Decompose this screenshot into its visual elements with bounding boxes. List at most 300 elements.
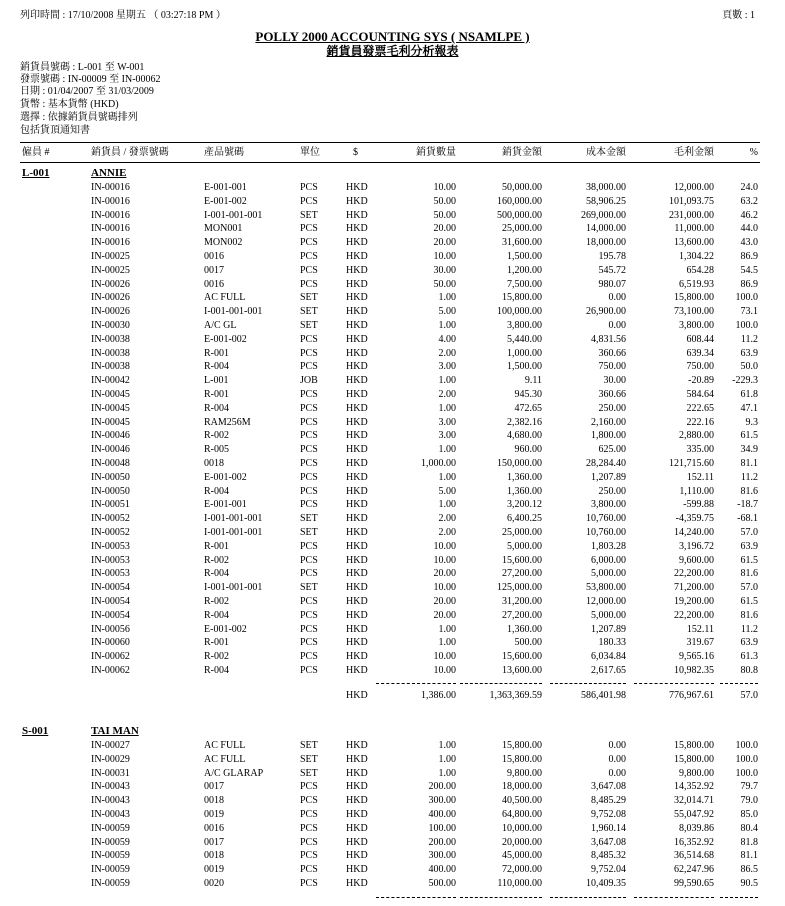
cell-cost-amount: 180.33 bbox=[598, 637, 626, 648]
cell-invoice: IN-00053 bbox=[91, 555, 130, 566]
cell-percent: 47.1 bbox=[740, 403, 758, 414]
cell-percent: 43.0 bbox=[740, 237, 758, 248]
cell-product: 0020 bbox=[204, 878, 224, 889]
cell-unit: SET bbox=[300, 292, 318, 303]
cell-currency: HKD bbox=[346, 596, 368, 607]
cell-sales-amount: 10,000.00 bbox=[502, 823, 542, 834]
page-number: 頁數 : 1 bbox=[722, 10, 755, 21]
cell-gross-profit: 22,200.00 bbox=[674, 568, 714, 579]
cell-unit: PCS bbox=[300, 637, 318, 648]
cell-unit: PCS bbox=[300, 795, 318, 806]
cell-cost-amount: 1,800.00 bbox=[591, 430, 626, 441]
cell-percent: 24.0 bbox=[740, 182, 758, 193]
cell-cost-amount: 360.66 bbox=[598, 389, 626, 400]
cell-percent: 11.2 bbox=[740, 624, 758, 635]
cell-percent: 86.9 bbox=[740, 279, 758, 290]
cell-invoice: IN-00038 bbox=[91, 361, 130, 372]
cell-cost-amount: 250.00 bbox=[598, 403, 626, 414]
cell-cost-amount: 5,000.00 bbox=[591, 568, 626, 579]
cell-unit: PCS bbox=[300, 361, 318, 372]
cell-quantity: 2.00 bbox=[438, 527, 456, 538]
cell-unit: PCS bbox=[300, 864, 318, 875]
cell-cost-amount: 0.00 bbox=[608, 754, 626, 765]
cell-sales-amount: 15,800.00 bbox=[502, 740, 542, 751]
cell-invoice: IN-00054 bbox=[91, 610, 130, 621]
cell-product: AC FULL bbox=[204, 754, 246, 765]
cell-cost-amount: 8,485.32 bbox=[591, 850, 626, 861]
cell-unit: PCS bbox=[300, 389, 318, 400]
cell-quantity: 10.00 bbox=[433, 582, 456, 593]
cell-currency: HKD bbox=[346, 665, 368, 676]
cell-unit: PCS bbox=[300, 555, 318, 566]
cell-product: 0019 bbox=[204, 809, 224, 820]
cell-cost-amount: 0.00 bbox=[608, 740, 626, 751]
cell-gross-profit: 71,200.00 bbox=[674, 582, 714, 593]
cell-unit: PCS bbox=[300, 624, 318, 635]
cell-quantity: 1,000.00 bbox=[421, 458, 456, 469]
cell-sales-amount: 40,500.00 bbox=[502, 795, 542, 806]
cell-gross-profit: 73,100.00 bbox=[674, 306, 714, 317]
cell-percent: 100.0 bbox=[735, 754, 758, 765]
cell-percent: 63.9 bbox=[740, 541, 758, 552]
cell-percent: 100.0 bbox=[735, 740, 758, 751]
cell-invoice: IN-00045 bbox=[91, 403, 130, 414]
cell-gross-profit: 14,352.92 bbox=[674, 781, 714, 792]
cell-quantity: 20.00 bbox=[433, 596, 456, 607]
cell-percent: 81.6 bbox=[740, 610, 758, 621]
cell-product: R-005 bbox=[204, 444, 229, 455]
cell-invoice: IN-00059 bbox=[91, 878, 130, 889]
cell-gross-profit: 15,800.00 bbox=[674, 292, 714, 303]
cell-unit: PCS bbox=[300, 403, 318, 414]
cell-quantity: 5.00 bbox=[438, 486, 456, 497]
cell-currency: HKD bbox=[346, 251, 368, 262]
cell-cost-amount: 3,647.08 bbox=[591, 781, 626, 792]
cell-sales-amount: 5,000.00 bbox=[507, 541, 542, 552]
cell-cost-amount: 38,000.00 bbox=[586, 182, 626, 193]
cell-percent: 46.2 bbox=[740, 210, 758, 221]
cell-sales-amount: 72,000.00 bbox=[502, 864, 542, 875]
cell-quantity: 4.00 bbox=[438, 334, 456, 345]
col-sales-amount: 銷貨金額 bbox=[502, 147, 542, 158]
cell-invoice: IN-00053 bbox=[91, 568, 130, 579]
cell-quantity: 5.00 bbox=[438, 306, 456, 317]
col-unit: 單位 bbox=[300, 147, 320, 158]
cell-percent: 81.6 bbox=[740, 568, 758, 579]
cell-percent: 11.2 bbox=[740, 334, 758, 345]
criteria-currency: 貨幣 : 基本貨幣 (HKD) bbox=[20, 99, 119, 110]
cell-currency: HKD bbox=[346, 850, 368, 861]
cell-quantity: 1.00 bbox=[438, 320, 456, 331]
cell-sales-amount: 160,000.00 bbox=[497, 196, 542, 207]
cell-unit: SET bbox=[300, 210, 318, 221]
cell-quantity: 50.00 bbox=[433, 196, 456, 207]
cell-gross-profit: 121,715.60 bbox=[669, 458, 714, 469]
cell-percent: 81.1 bbox=[740, 850, 758, 861]
cell-invoice: IN-00054 bbox=[91, 596, 130, 607]
cell-gross-profit: 11,000.00 bbox=[674, 223, 714, 234]
cell-percent: 54.5 bbox=[740, 265, 758, 276]
cell-currency: HKD bbox=[346, 527, 368, 538]
cell-cost-amount: 1,960.14 bbox=[591, 823, 626, 834]
cell-invoice: IN-00054 bbox=[91, 582, 130, 593]
cell-sales-amount: 3,800.00 bbox=[507, 320, 542, 331]
cell-cost-amount: 30.00 bbox=[603, 375, 626, 386]
cell-quantity: 1.00 bbox=[438, 740, 456, 751]
cell-currency: HKD bbox=[346, 637, 368, 648]
criteria-invoice: 發票號碼 : IN-00009 至 IN-00062 bbox=[20, 74, 161, 85]
cell-percent: 61.5 bbox=[740, 596, 758, 607]
criteria-sort: 選擇 : 依據銷貨員號碼排列 bbox=[20, 112, 138, 123]
total-quantity: 1,386.00 bbox=[421, 690, 456, 701]
cell-sales-amount: 1,360.00 bbox=[507, 486, 542, 497]
cell-unit: PCS bbox=[300, 196, 318, 207]
cell-gross-profit: -599.88 bbox=[683, 499, 714, 510]
cell-product: 0016 bbox=[204, 823, 224, 834]
cell-cost-amount: 1,803.28 bbox=[591, 541, 626, 552]
cell-gross-profit: -20.89 bbox=[688, 375, 714, 386]
cell-sales-amount: 945.30 bbox=[514, 389, 542, 400]
col-invoice: 銷貨員 / 發票號碼 bbox=[91, 147, 169, 158]
cell-unit: PCS bbox=[300, 610, 318, 621]
cell-product: R-004 bbox=[204, 568, 229, 579]
total-sales-amount: 1,363,369.59 bbox=[489, 690, 542, 701]
cell-gross-profit: 19,200.00 bbox=[674, 596, 714, 607]
subtotal-rule bbox=[550, 897, 626, 898]
cell-gross-profit: 15,800.00 bbox=[674, 740, 714, 751]
cell-product: R-001 bbox=[204, 637, 229, 648]
cell-product: I-001-001-001 bbox=[204, 582, 263, 593]
subtotal-rule bbox=[634, 683, 714, 684]
cell-quantity: 1.00 bbox=[438, 444, 456, 455]
cell-sales-amount: 7,500.00 bbox=[507, 279, 542, 290]
cell-invoice: IN-00048 bbox=[91, 458, 130, 469]
cell-cost-amount: 3,800.00 bbox=[591, 499, 626, 510]
cell-product: 0018 bbox=[204, 850, 224, 861]
cell-invoice: IN-00026 bbox=[91, 306, 130, 317]
cell-gross-profit: 14,240.00 bbox=[674, 527, 714, 538]
cell-unit: PCS bbox=[300, 568, 318, 579]
cell-sales-amount: 1,500.00 bbox=[507, 361, 542, 372]
cell-currency: HKD bbox=[346, 781, 368, 792]
cell-currency: HKD bbox=[346, 472, 368, 483]
cell-invoice: IN-00045 bbox=[91, 389, 130, 400]
cell-unit: PCS bbox=[300, 279, 318, 290]
header-rule-bottom bbox=[20, 162, 760, 163]
subtotal-rule bbox=[720, 897, 758, 898]
cell-cost-amount: 2,160.00 bbox=[591, 417, 626, 428]
cell-gross-profit: 6,519.93 bbox=[679, 279, 714, 290]
cell-cost-amount: 26,900.00 bbox=[586, 306, 626, 317]
cell-quantity: 1.00 bbox=[438, 472, 456, 483]
cell-unit: PCS bbox=[300, 809, 318, 820]
cell-quantity: 1.00 bbox=[438, 768, 456, 779]
cell-cost-amount: 9,752.08 bbox=[591, 809, 626, 820]
cell-currency: HKD bbox=[346, 864, 368, 875]
cell-gross-profit: 16,352.92 bbox=[674, 837, 714, 848]
cell-product: A/C GL bbox=[204, 320, 237, 331]
cell-invoice: IN-00043 bbox=[91, 809, 130, 820]
cell-gross-profit: 15,800.00 bbox=[674, 754, 714, 765]
cell-percent: 80.4 bbox=[740, 823, 758, 834]
col-gross-profit: 毛利金額 bbox=[674, 147, 714, 158]
cell-unit: PCS bbox=[300, 665, 318, 676]
col-quantity: 銷貨數量 bbox=[416, 147, 456, 158]
cell-product: E-001-002 bbox=[204, 624, 247, 635]
cell-percent: 61.8 bbox=[740, 389, 758, 400]
cell-invoice: IN-00059 bbox=[91, 850, 130, 861]
cell-quantity: 20.00 bbox=[433, 610, 456, 621]
cell-invoice: IN-00027 bbox=[91, 740, 130, 751]
cell-product: MON001 bbox=[204, 223, 243, 234]
cell-currency: HKD bbox=[346, 292, 368, 303]
cell-sales-amount: 9.11 bbox=[524, 375, 542, 386]
cell-cost-amount: 0.00 bbox=[608, 292, 626, 303]
cell-product: AC FULL bbox=[204, 292, 246, 303]
cell-product: R-001 bbox=[204, 389, 229, 400]
report-subtitle: 銷貨員發票毛利分析報表 bbox=[326, 44, 459, 58]
cell-unit: SET bbox=[300, 527, 318, 538]
cell-sales-amount: 2,382.16 bbox=[507, 417, 542, 428]
cell-cost-amount: 195.78 bbox=[598, 251, 626, 262]
cell-invoice: IN-00029 bbox=[91, 754, 130, 765]
cell-currency: HKD bbox=[346, 265, 368, 276]
cell-unit: PCS bbox=[300, 265, 318, 276]
cell-gross-profit: 9,565.16 bbox=[679, 651, 714, 662]
cell-percent: -229.3 bbox=[732, 375, 758, 386]
cell-invoice: IN-00030 bbox=[91, 320, 130, 331]
cell-product: E-001-002 bbox=[204, 334, 247, 345]
cell-percent: 100.0 bbox=[735, 768, 758, 779]
cell-percent: 9.3 bbox=[745, 417, 758, 428]
cell-invoice: IN-00016 bbox=[91, 210, 130, 221]
cell-invoice: IN-00053 bbox=[91, 541, 130, 552]
cell-percent: 50.0 bbox=[740, 361, 758, 372]
cell-cost-amount: 2,617.65 bbox=[591, 665, 626, 676]
cell-product: R-002 bbox=[204, 555, 229, 566]
subtotal-rule bbox=[376, 683, 456, 684]
cell-currency: HKD bbox=[346, 417, 368, 428]
cell-invoice: IN-00016 bbox=[91, 223, 130, 234]
cell-quantity: 400.00 bbox=[428, 864, 456, 875]
cell-currency: HKD bbox=[346, 334, 368, 345]
cell-product: R-002 bbox=[204, 430, 229, 441]
cell-sales-amount: 1,360.00 bbox=[507, 472, 542, 483]
cell-percent: 85.0 bbox=[740, 809, 758, 820]
cell-currency: HKD bbox=[346, 237, 368, 248]
cell-quantity: 300.00 bbox=[428, 850, 456, 861]
cell-cost-amount: 18,000.00 bbox=[586, 237, 626, 248]
cell-sales-amount: 13,600.00 bbox=[502, 665, 542, 676]
cell-product: R-002 bbox=[204, 596, 229, 607]
cell-currency: HKD bbox=[346, 223, 368, 234]
cell-quantity: 1.00 bbox=[438, 292, 456, 303]
cell-gross-profit: 9,600.00 bbox=[679, 555, 714, 566]
cell-invoice: IN-00046 bbox=[91, 430, 130, 441]
cell-invoice: IN-00043 bbox=[91, 781, 130, 792]
report-title: POLLY 2000 ACCOUNTING SYS ( NSAMLPE ) bbox=[255, 29, 530, 44]
col-percent: % bbox=[749, 147, 758, 158]
subtotal-rule bbox=[634, 897, 714, 898]
cell-cost-amount: 10,409.35 bbox=[586, 878, 626, 889]
cell-gross-profit: 335.00 bbox=[686, 444, 714, 455]
cell-percent: 79.7 bbox=[740, 781, 758, 792]
cell-unit: PCS bbox=[300, 251, 318, 262]
subtotal-rule bbox=[376, 897, 456, 898]
cell-sales-amount: 6,400.25 bbox=[507, 513, 542, 524]
cell-product: R-001 bbox=[204, 348, 229, 359]
cell-invoice: IN-00038 bbox=[91, 348, 130, 359]
cell-gross-profit: 584.64 bbox=[686, 389, 714, 400]
cell-cost-amount: 28,284.40 bbox=[586, 458, 626, 469]
cell-cost-amount: 5,000.00 bbox=[591, 610, 626, 621]
cell-product: R-004 bbox=[204, 403, 229, 414]
cell-invoice: IN-00062 bbox=[91, 651, 130, 662]
cell-currency: HKD bbox=[346, 430, 368, 441]
cell-currency: HKD bbox=[346, 555, 368, 566]
cell-cost-amount: 625.00 bbox=[598, 444, 626, 455]
cell-product: 0018 bbox=[204, 795, 224, 806]
cell-invoice: IN-00059 bbox=[91, 837, 130, 848]
cell-sales-amount: 9,800.00 bbox=[507, 768, 542, 779]
cell-percent: -18.7 bbox=[737, 499, 758, 510]
cell-gross-profit: 3,196.72 bbox=[679, 541, 714, 552]
cell-currency: HKD bbox=[346, 375, 368, 386]
cell-cost-amount: 980.07 bbox=[598, 279, 626, 290]
cell-quantity: 10.00 bbox=[433, 555, 456, 566]
cell-gross-profit: -4,359.75 bbox=[675, 513, 714, 524]
cell-sales-amount: 27,200.00 bbox=[502, 610, 542, 621]
cell-product: 0016 bbox=[204, 279, 224, 290]
cell-cost-amount: 10,760.00 bbox=[586, 527, 626, 538]
cell-quantity: 3.00 bbox=[438, 361, 456, 372]
total-currency: HKD bbox=[346, 690, 368, 701]
cell-product: R-002 bbox=[204, 651, 229, 662]
cell-sales-amount: 31,200.00 bbox=[502, 596, 542, 607]
cell-cost-amount: 14,000.00 bbox=[586, 223, 626, 234]
cell-sales-amount: 3,200.12 bbox=[507, 499, 542, 510]
cell-sales-amount: 125,000.00 bbox=[497, 582, 542, 593]
cell-sales-amount: 31,600.00 bbox=[502, 237, 542, 248]
cell-quantity: 3.00 bbox=[438, 430, 456, 441]
cell-invoice: IN-00052 bbox=[91, 513, 130, 524]
cell-cost-amount: 6,000.00 bbox=[591, 555, 626, 566]
cell-quantity: 2.00 bbox=[438, 513, 456, 524]
cell-product: E-001-001 bbox=[204, 182, 247, 193]
cell-invoice: IN-00038 bbox=[91, 334, 130, 345]
cell-invoice: IN-00045 bbox=[91, 417, 130, 428]
cell-invoice: IN-00043 bbox=[91, 795, 130, 806]
cell-unit: PCS bbox=[300, 348, 318, 359]
cell-product: R-004 bbox=[204, 361, 229, 372]
cell-sales-amount: 15,600.00 bbox=[502, 651, 542, 662]
cell-percent: 61.5 bbox=[740, 555, 758, 566]
cell-sales-amount: 110,000.00 bbox=[497, 878, 542, 889]
cell-cost-amount: 8,485.29 bbox=[591, 795, 626, 806]
cell-unit: PCS bbox=[300, 651, 318, 662]
cell-quantity: 20.00 bbox=[433, 237, 456, 248]
cell-invoice: IN-00051 bbox=[91, 499, 130, 510]
cell-currency: HKD bbox=[346, 499, 368, 510]
cell-percent: 57.0 bbox=[740, 582, 758, 593]
cell-product: E-001-002 bbox=[204, 196, 247, 207]
cell-product: RAM256M bbox=[204, 417, 251, 428]
subtotal-rule bbox=[460, 683, 542, 684]
cell-gross-profit: 12,000.00 bbox=[674, 182, 714, 193]
cell-product: 0017 bbox=[204, 837, 224, 848]
cell-product: E-001-001 bbox=[204, 499, 247, 510]
cell-gross-profit: 10,982.35 bbox=[674, 665, 714, 676]
cell-invoice: IN-00062 bbox=[91, 665, 130, 676]
cell-percent: 61.5 bbox=[740, 430, 758, 441]
cell-quantity: 500.00 bbox=[428, 878, 456, 889]
cell-sales-amount: 45,000.00 bbox=[502, 850, 542, 861]
cell-gross-profit: 750.00 bbox=[686, 361, 714, 372]
cell-cost-amount: 360.66 bbox=[598, 348, 626, 359]
cell-invoice: IN-00050 bbox=[91, 486, 130, 497]
cell-currency: HKD bbox=[346, 754, 368, 765]
criteria-salesman: 銷貨員號碼 : L-001 至 W-001 bbox=[20, 62, 145, 73]
cell-percent: 73.1 bbox=[740, 306, 758, 317]
print-time: 列印時間 : 17/10/2008 星期五 （ 03:27:18 PM ） bbox=[20, 10, 226, 21]
cell-cost-amount: 53,800.00 bbox=[586, 582, 626, 593]
cell-cost-amount: 250.00 bbox=[598, 486, 626, 497]
cell-invoice: IN-00042 bbox=[91, 375, 130, 386]
cell-percent: 90.5 bbox=[740, 878, 758, 889]
col-product: 產品號碼 bbox=[204, 147, 244, 158]
cell-currency: HKD bbox=[346, 196, 368, 207]
cell-currency: HKD bbox=[346, 182, 368, 193]
cell-quantity: 100.00 bbox=[428, 823, 456, 834]
cell-sales-amount: 100,000.00 bbox=[497, 306, 542, 317]
cell-gross-profit: 639.34 bbox=[686, 348, 714, 359]
cell-product: R-004 bbox=[204, 610, 229, 621]
cell-unit: SET bbox=[300, 754, 318, 765]
cell-cost-amount: 269,000.00 bbox=[581, 210, 626, 221]
cell-sales-amount: 20,000.00 bbox=[502, 837, 542, 848]
cell-sales-amount: 1,500.00 bbox=[507, 251, 542, 262]
cell-currency: HKD bbox=[346, 306, 368, 317]
cell-percent: 81.8 bbox=[740, 837, 758, 848]
cell-cost-amount: 0.00 bbox=[608, 320, 626, 331]
cell-invoice: IN-00026 bbox=[91, 279, 130, 290]
cell-percent: 81.6 bbox=[740, 486, 758, 497]
cell-unit: SET bbox=[300, 513, 318, 524]
cell-currency: HKD bbox=[346, 541, 368, 552]
cell-unit: PCS bbox=[300, 499, 318, 510]
cell-product: 0016 bbox=[204, 251, 224, 262]
salesman-code: L-001 bbox=[22, 167, 50, 179]
cell-currency: HKD bbox=[346, 403, 368, 414]
cell-percent: 86.5 bbox=[740, 864, 758, 875]
cell-invoice: IN-00016 bbox=[91, 237, 130, 248]
cell-percent: 57.0 bbox=[740, 527, 758, 538]
cell-sales-amount: 25,000.00 bbox=[502, 527, 542, 538]
cell-percent: 81.1 bbox=[740, 458, 758, 469]
criteria-include: 包括貨頂通知書 bbox=[20, 125, 90, 136]
cell-quantity: 1.00 bbox=[438, 624, 456, 635]
cell-sales-amount: 27,200.00 bbox=[502, 568, 542, 579]
cell-cost-amount: 545.72 bbox=[598, 265, 626, 276]
col-cost-amount: 成本金額 bbox=[586, 147, 626, 158]
cell-currency: HKD bbox=[346, 210, 368, 221]
cell-currency: HKD bbox=[346, 389, 368, 400]
cell-product: 0017 bbox=[204, 781, 224, 792]
cell-currency: HKD bbox=[346, 361, 368, 372]
cell-unit: PCS bbox=[300, 472, 318, 483]
cell-gross-profit: 13,600.00 bbox=[674, 237, 714, 248]
cell-product: I-001-001-001 bbox=[204, 527, 263, 538]
